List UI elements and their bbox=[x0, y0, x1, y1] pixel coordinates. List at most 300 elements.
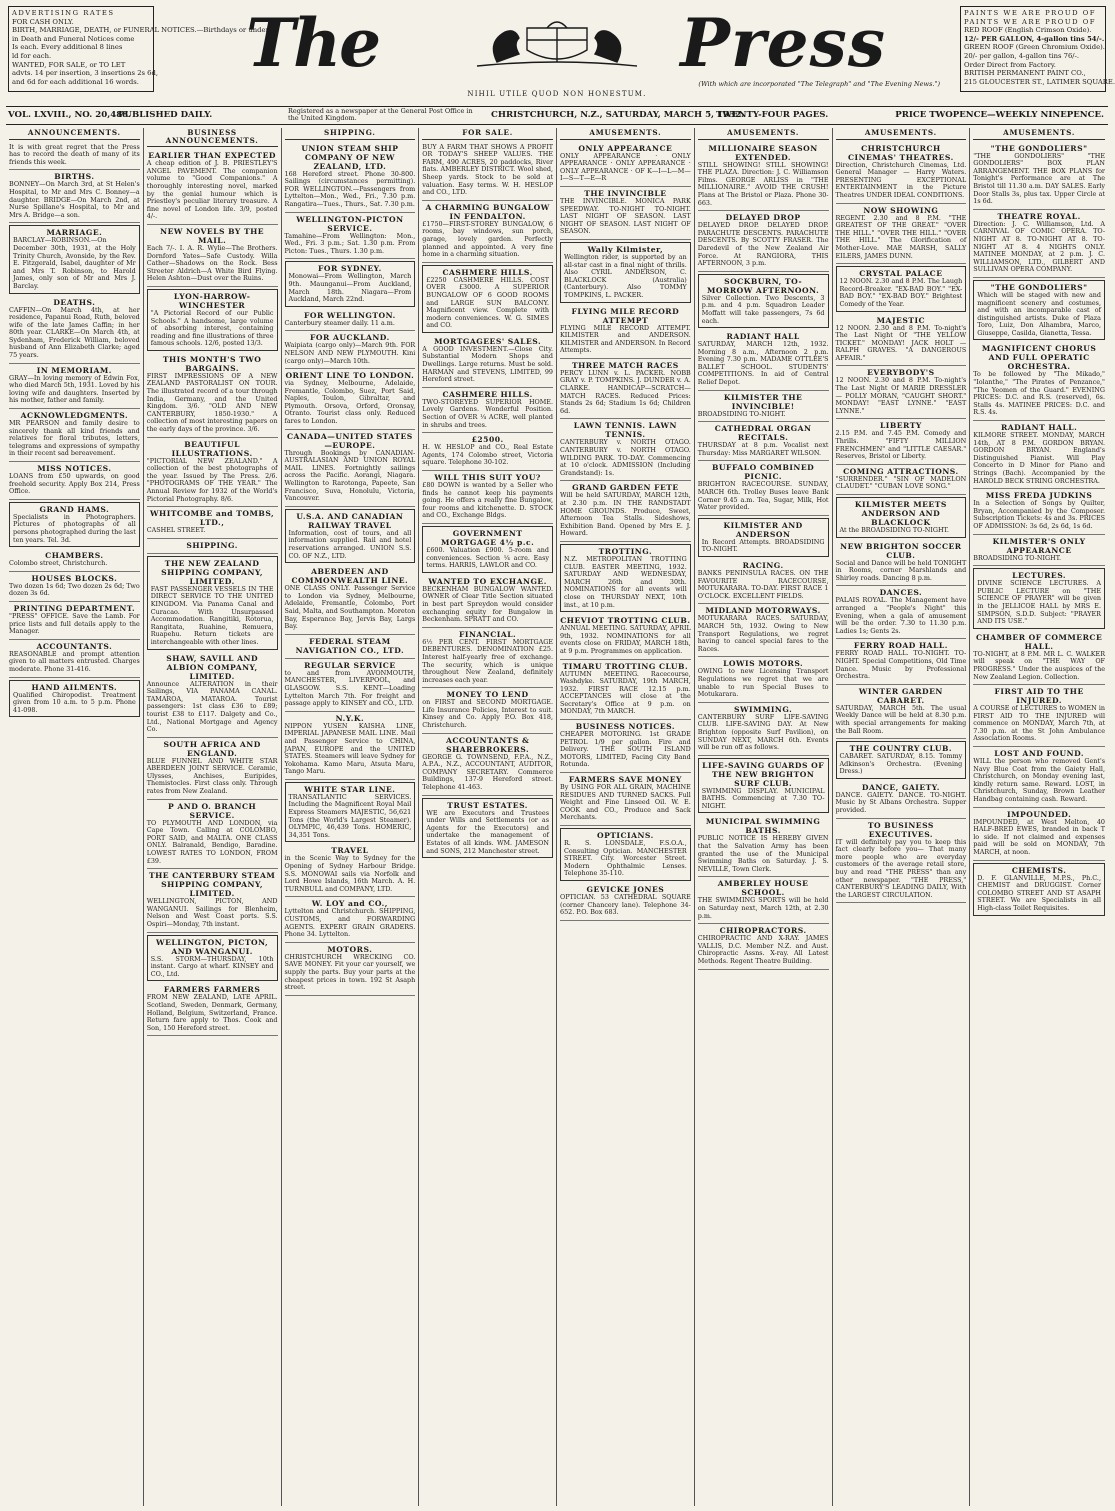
advertisement bbox=[836, 419, 967, 464]
advertisement-body: H. W. HESLOP and CO., Real Estate Agents, 174 Colombo street, Victoria square. Telephone 30-102. bbox=[422, 443, 553, 467]
advertisement bbox=[973, 342, 1105, 421]
advertisement-body: "PRESS" OFFICE. Save the Lamb. For price lists and full details apply to the Manager. bbox=[9, 611, 140, 636]
advertisement-body: TO-NIGHT, at 8 P.M. MR L. C. WALKER will speak on "THE WAY OF PROGRESS." Under the auspices of the New Zealand Legion. Collection. bbox=[973, 649, 1105, 681]
advertisement bbox=[147, 738, 278, 800]
advertisement bbox=[422, 335, 553, 388]
advertisement-body: 12 NOON. 2.30 and 8 P.M. To-night's The Last Night Of "THE YELLOW TICKET." MONDAY! JACK HOLT — RALPH GRAVES. "A DANGEROUS AFFAIR." bbox=[835, 323, 967, 362]
advertisement bbox=[422, 388, 553, 433]
advertisement-title: THE NEW ZEALAND SHIPPING COMPANY, LIMITED. bbox=[161, 558, 264, 586]
advertisement-title: LOWIS MOTORS. bbox=[723, 659, 804, 669]
advertisement-title: FIRST AID TO THE INJURED. bbox=[994, 687, 1084, 706]
advertisement-title: CHEMISTS. bbox=[1011, 865, 1067, 875]
column-heading: BUSINESS ANNOUNCEMENTS. bbox=[147, 128, 278, 147]
advertisement bbox=[9, 640, 140, 678]
advertisement-title: DANCES. bbox=[879, 588, 923, 598]
ear-line: BRITISH PERMANENT PAINT CO., bbox=[964, 69, 1086, 78]
advertisement-title: ABERDEEN AND COMMONWEALTH LINE. bbox=[291, 567, 409, 586]
advertisement-body: BROADSIDING TO-NIGHT. bbox=[697, 409, 786, 418]
advertisement-body: THE SWIMMING SPORTS will be held on Saturday next, March 12th, at 2.30 p.m. bbox=[697, 896, 829, 920]
advertisement-body: via Sydney, Melbourne, Adelaide, Fremantle, Colombo, Suez, Port Said, Naples, Toulon, Gibraltar, and Plymouth. Orsova, Orford, Oronsay, Otranto. Tourist class only. Reduced fares to London. bbox=[284, 379, 416, 426]
advertisement-title: THREE MATCH RACES bbox=[571, 360, 679, 370]
advertisement bbox=[9, 142, 140, 171]
advertisement-body: MOTUKARARA RACES. SATURDAY, MARCH 5th, 1932. Owing to New Transport Regulations, we regret having to cancel special fares to the Races. bbox=[697, 614, 829, 653]
ear-line: Order Direct from Factory. bbox=[964, 60, 1056, 69]
advertisement bbox=[9, 462, 140, 500]
advertisement bbox=[147, 539, 278, 554]
advertisement-body: £2250 CASHMERE HILLS. COST OVER £3000. A SUPERIOR BUNGALOW OF 6 GOOD ROOMS and LARGE SUN BALCONY. Magnificent view. Complete with modern conveniences. W. G. SIMES and CO. bbox=[426, 275, 549, 330]
advertisement-body: FROM NEW ZEALAND, LATE APRIL. Scotland, Sweden, Denmark, Germany, Holland, Belgium, Switzerland, France. Return fare apply to Thos. Cook and Son, 150 Hereford street. bbox=[146, 993, 278, 1032]
advertisement-title: P AND O. BRANCH SERVICE. bbox=[168, 801, 257, 820]
advertisement-body: SWIMMING DISPLAY. MUNICIPAL BATHS. Commencing at 7.30 TO-NIGHT. bbox=[701, 786, 825, 810]
advertisement-title: WELLINGTON-PICTON SERVICE. bbox=[296, 214, 404, 233]
advertisement bbox=[836, 366, 967, 419]
columns-container bbox=[6, 128, 1108, 1506]
advertisement-title: WELLINGTON, PICTON, AND WANGANUI. bbox=[156, 937, 269, 956]
advertisement-body: Colombo street, Christchurch. bbox=[9, 559, 108, 568]
advertisement-title: FLYING MILE RECORD ATTEMPT bbox=[571, 306, 680, 325]
advertisement-title: ORIENT LINE TO LONDON. bbox=[285, 371, 415, 381]
advertisement-body: in the Scenic Way to Sydney for the Opening of Sydney Harbour Bridge. S.S. MONOWAI sails via Norfolk and Lord Howe Islands, 16th March. A. H. TURNBULL and COMPANY, LTD. bbox=[284, 854, 416, 893]
advertisement-title: KILMISTER'S ONLY APPEARANCE bbox=[992, 536, 1086, 555]
column-heading: AMUSEMENTS. bbox=[973, 128, 1105, 140]
advertisement bbox=[147, 225, 278, 287]
advertisement-title: SHAW, SAVILL AND ALBION COMPANY, LIMITED. bbox=[166, 653, 259, 681]
advertisement-body: A COURSE of LECTURES to WOMEN in FIRST AID TO THE INJURED will commence on MONDAY, March 7th, at 7.30 p.m. at the St John Ambulance Association Rooms. bbox=[973, 704, 1105, 743]
advertisement bbox=[147, 869, 278, 932]
advertisement-body: N.Z. METROPOLITAN TROTTING CLUB. EASTER MEETING, 1932. SATURDAY AND WEDNESDAY, MARCH 26th and 30th. NOMINATIONS for all events will close on THURSDAY NEXT, 10th inst., at 10 p.m. bbox=[564, 554, 687, 609]
advertisement bbox=[285, 331, 416, 369]
advertisement-title: DELAYED DROP bbox=[725, 213, 801, 223]
ear-line: in Death and Funeral Notices come bbox=[12, 34, 135, 43]
advertisement bbox=[698, 815, 829, 877]
advertisement-body: BONNEY—On March 3rd, at St Helen's Hospital, to Mr and Mrs C. Bonney—a daughter. BRIDGE—On March 2nd, at Nurse Spillane's Hospital, to Mr and Mrs A. Bridge—a son. bbox=[9, 180, 140, 219]
advertisement-body: BRIGHTON RACECOURSE. SUNDAY, MARCH 6th. Trolley Buses leave Bank Corner 9.45 a.m. Tea, Sugar, Milk, Hot Water provided. bbox=[697, 480, 829, 512]
advertisement bbox=[9, 549, 140, 572]
ear-line: and 6d for each additional 16 words. bbox=[12, 77, 139, 86]
advertisement-body: NIPPON YUSEN KAISHA LINE, IMPERIAL JAPANESE MAIL LINE. Mail and Passenger Service to CHINA, JAPAN, EUROPE and the UNITED STATES. Steamers will leave Sydney for Yokohama. Kamo Maru, Atsuta Maru, Tango Maru. bbox=[284, 721, 416, 776]
coat-of-arms-crest-icon bbox=[457, 18, 657, 70]
advertisement-body: BUY A FARM THAT SHOWS A PROFIT OR TODAY'S SHEEP VALUES. THE FARM, 490 ACRES, 20 paddocks, River flats. AMBERLEY DISTRICT. Wool shed, Sheep yards. Stock to be sold at valuation. Easy terms. W. H. HESLOP and CO., LTD. bbox=[422, 142, 553, 197]
advertisement-title: NOW SHOWING bbox=[863, 205, 939, 215]
advertisement bbox=[698, 924, 829, 969]
advertisement bbox=[285, 430, 416, 507]
advertisement-title: EVERYBODY'S bbox=[867, 368, 935, 378]
advertisement-body: PUBLIC NOTICE IS HEREBY GIVEN that the Salvation Army has been granted the use of the Municipal Swimming Baths on Saturday. J. S. NEVILLE, Town Clerk. bbox=[697, 834, 829, 873]
advertisement-body: WILL the person who removed Gent's Navy Blue Coat from the Gaiety Hall, Christchurch, on Monday evening last, kindly return same. Reward. LOST, in Christchurch, Sunday, Brown Leather Handbag containing cash. Reward. bbox=[973, 757, 1105, 804]
advertisement-title: A CHARMING BUNGALOW IN FENDALTON. bbox=[425, 202, 550, 221]
advertisement-title: CHEVIOT TROTTING CLUB. bbox=[560, 616, 691, 626]
advertisement-body: TO PLYMOUTH AND LONDON, via Cape Town. Calling at COLOMBO, PORT SAID, and MALTA. ONE CLASS ONLY. Balranald, Bendigo, Baradine. LOWEST RATES TO LONDON, FROM £39. bbox=[146, 818, 278, 865]
advertisement bbox=[973, 535, 1105, 567]
advertisement bbox=[422, 628, 553, 689]
advertisement bbox=[560, 242, 691, 303]
advertisement bbox=[285, 659, 416, 712]
advertisement-body: Canterbury steamer daily. 11 a.m. bbox=[284, 318, 395, 327]
advertisement-title: NEW BRIGHTON SOCCER CLUB. bbox=[840, 541, 962, 560]
advertisement-title: WHITE STAR LINE. bbox=[304, 784, 396, 794]
column-4 bbox=[419, 128, 557, 1506]
advertisement-title: DEATHS. bbox=[53, 297, 96, 307]
advertisement-body: Waipiata (cargo only)—March 9th. FOR NELSON AND NEW PLYMOUTH. Kini (cargo only)—March 10th. bbox=[284, 341, 416, 365]
advertisement bbox=[285, 782, 416, 843]
registration-note: Registered as a newspaper at the General Post Office in the United Kingdom. bbox=[288, 107, 473, 123]
advertisement-body: to and from AVONMOUTH, MANCHESTER, LIVERPOOL, and GLASGOW. S.S. KENT—Loading Lyttelton March 7th. For freight and passage apply to KINSEY and CO., LTD. bbox=[284, 668, 416, 708]
advertisement-title: ONLY APPEARANCE bbox=[578, 143, 673, 153]
masthead bbox=[6, 4, 1115, 110]
page-count: TWENTY-FOUR PAGES. bbox=[716, 110, 829, 120]
advertisement-body: Direction: J. C. Williamson, Ltd. A CARNIVAL OF COMIC OPERA. TO-NIGHT AT 8. TO-NIGHT AT 8. TO-NIGHT AT 8. 4 NIGHTS ONLY. MATINEE MONDAY, at 2 p.m. J. C. WILLIAMSON, LTD., GILBERT AND SULLIVAN OPERA COMPANY. bbox=[973, 219, 1105, 274]
advertisement bbox=[422, 201, 553, 263]
advertisement-body: It is with great regret that the Press has to record the death of many of its friends this week. bbox=[9, 142, 140, 166]
advertisement-title: KILMISTER AND ANDERSON bbox=[723, 520, 803, 539]
advertisement bbox=[9, 572, 140, 602]
advertisement-title: IMPOUNDED. bbox=[1007, 809, 1072, 819]
advertisement-body: ONLY APPEARANCE · ONLY APPEARANCE · ONLY APPEARANCE · ONLY APPEARANCE · OF K—I—L—M—I—S—T—E—R bbox=[560, 151, 691, 183]
advertisement-title: BEAUTIFUL ILLUSTRATIONS. bbox=[171, 439, 253, 458]
advertisement-title: U.S.A. AND CANADIAN RAILWAY TRAVEL bbox=[296, 511, 404, 530]
advertisement-title: MISS NOTICES. bbox=[37, 464, 112, 473]
advertisement-title: MARRIAGE. bbox=[46, 228, 103, 238]
advertisement bbox=[285, 213, 416, 260]
advertisement bbox=[285, 309, 416, 332]
advertisement-body: SATURDAY, MARCH 5th. The usual Weekly Dance will be held at 8.30 p.m. with special arrangements for making the Ball Room. bbox=[835, 703, 967, 735]
advertisement-body: Through Bookings by CANADIAN-AUSTRALASIAN AND UNION ROYAL MAIL LINES. Fortnightly sailings across the Pacific. Aorangi, Niagara. Wellington to Rarotonga, Papeete, San Francisco, Suva, Honolulu, Victoria, Vancouver. bbox=[284, 448, 416, 503]
advertisement-body: "PICTORIAL NEW ZEALAND." A collection of the best photographs of the year. Issued by The Press. 2/6. "PHOTOGRAMS OF THE YEAR." The Annual Review for 1932 of the World's Pictorial Photography. 8/6. bbox=[146, 456, 278, 503]
advertisement-body: IT will definitely pay you to keep this fact clearly before you— That many more people who are everyday customers of the average retail store, buy and read "THE PRESS" than any other newspaper. "THE PRESS," CANTERBURY'S LEADING DAILY, With the LARGEST CIRCULATION. bbox=[835, 837, 967, 899]
advertisement bbox=[698, 461, 829, 515]
advertisement-body: "SURRENDER." "SIN OF MADELON CLAUDET." "CUBAN LOVE SONG." bbox=[835, 474, 967, 491]
advertisement-body: Will be held SATURDAY, MARCH 12th, at 2.30 p.m. IN THE RANDSTADT HOME GROUNDS. Produce, Sweet, Afternoon Tea Stalls. Sideshows, Exhibition Band. Opened by Mrs E. J. Howard. bbox=[560, 491, 691, 538]
advertisement-title: FEDERAL STEAM NAVIGATION CO., LTD. bbox=[295, 636, 405, 655]
incorporated-note: (With which are incorporated "The Telegraph" and "The Evening News.") bbox=[698, 80, 940, 88]
advertisement-body: KILMORE STREET. MONDAY, MARCH 14th, AT 8 P.M. GORDON BRYAN. GORDON BRYAN. England's Distinguished Pianist. Will Play Concerto in D Minor for Piano and Strings (Bach). Accompanied by the HAROLD BECK STRING ORCHESTRA. bbox=[973, 431, 1105, 485]
advertisement-title: FARMERS FARMERS bbox=[163, 985, 261, 995]
advertisement-title: WHITCOMBE and TOMBS, LTD., bbox=[150, 509, 275, 528]
advertisement bbox=[836, 142, 967, 204]
advertisement-body: £80 DOWN is wanted by a Seller who finds he cannot keep his payments going. He offers a really fine Bungalow, four rooms and kitchenette. D. STOCK and CO., Exchange Bldgs. bbox=[422, 481, 553, 520]
advertisement-title: CHIROPRACTORS. bbox=[719, 926, 807, 936]
advertisement bbox=[147, 353, 278, 438]
advertisement bbox=[147, 556, 278, 650]
advertisement-title: "THE GONDOLIERS" bbox=[990, 143, 1088, 153]
advertisement-title: Wally Kilmister, bbox=[587, 244, 664, 254]
advertisement bbox=[698, 330, 829, 391]
advertisement bbox=[973, 280, 1105, 341]
price: PRICE TWOPENCE—WEEKLY NINEPENCE. bbox=[895, 110, 1104, 120]
advertisement-title: TROTTING. bbox=[598, 546, 653, 556]
advertisement-body: GEORGE G. TOWNSEND, F.P.A., N.Z., A.P.A., N.Z., ACCOUNTANT, AUDITOR, COMPANY SECRETARY. Commerce Buildings, 137-9 Hereford street. Telephone 41-463. bbox=[422, 752, 553, 792]
advertisement-title: FOR AUCKLAND. bbox=[310, 333, 390, 343]
advertisement-body: By USING FOR ALL GRAIN, MACHINE RESIDUES AND TURNED SACKS. Full Weight and Fine Linseed Oil. W. E. COOK and CO., Produce and Sack Merchants. bbox=[560, 783, 691, 822]
advertisement-body: CHEAPER MOTORING. 1st GRADE PETROL 1/9 per gallon. Fire and Delivery. THE SOUTH ISLAND MOTORS, LIMITED, Facing City Band Rotunda. bbox=[560, 730, 691, 769]
advertisement-body: Information, cost of tours, and all information supplied. Rail and hotel reservations arranged. UNION S.S. CO. OF N.Z., LTD. bbox=[288, 528, 412, 560]
advertisement bbox=[698, 142, 829, 212]
advertisement bbox=[973, 210, 1105, 278]
advertisement bbox=[9, 602, 140, 640]
advertisement-body: TRANSATLANTIC SERVICES. Including the Magnificent Royal Mail Express Steamers MAJESTIC, 56,621 Tons (the World's Largest Steamer). OLYMPIC, 46,439 Tons. HOMERIC, 34,351 Tons. bbox=[288, 792, 412, 839]
advertisement-title: GOVERNMENT MORTGAGE 4½ p.c. bbox=[441, 528, 535, 547]
advertisement-body: Announce ALTERATION in their Sailings, VIA PANAMA CANAL. TAMAROA, MATAROA. Tourist passengers: 1st class £36 to £89; tourist £38 to £117. Dalgety and Co., Ltd., National Mortgage and Agency Co. bbox=[146, 679, 278, 734]
advertisement-title: ACKNOWLEDGMENTS. bbox=[20, 411, 129, 421]
advertisement-body: Qualified Chiropodist. Treatment given from 10 a.m. to 5 p.m. Phone 41-098. bbox=[13, 690, 136, 714]
advertisement-body: IMPOUNDED, at West Melton, 40 HALF-BRED EWES, branded in back T lo side. If not claimed and expenses paid will be sold on MONDAY, 7th MARCH, at noon. bbox=[973, 817, 1105, 856]
advertisement-title: CRYSTAL PALACE bbox=[859, 269, 943, 279]
advertisement-body: STILL SHOWING! STILL SHOWING! THE PLAZA. Direction: J. C. Williamson Films. GEORGE ARLISS in "THE MILLIONAIRE." AVOID THE CRUSH! Plans at The Bristol or Plaza. Phone 30-663. bbox=[697, 160, 829, 207]
advertisement-body: £600. Valuation £900. 5-room and conveniences. Section ¼ acre. Easy terms. HARRIS, LAWLOR and CO. bbox=[426, 545, 549, 570]
advertisement bbox=[973, 808, 1105, 861]
ear-line: BIRTH, MARRIAGE, DEATH, or FUNERAL NOTICES.—Birthdays or under bbox=[12, 26, 269, 35]
advertisement-body: DANCE. GAIETY. DANCE. TO-NIGHT. Music by St Albans Orchestra. Supper provided. bbox=[835, 790, 967, 815]
advertisement-body: Direction, Christchurch Cinemas, Ltd. General Manager — Harry Waters. PRESENTING EXCEPTIONAL ENTERTAINMENT in the Picture Theatres UNDER IDEAL CONDITIONS. bbox=[835, 160, 967, 199]
advertisement-title: THE CANTERBURY STEAM SHIPPING COMPANY, LIMITED. bbox=[148, 871, 276, 899]
advertisement bbox=[560, 773, 691, 826]
column-heading: FOR SALE. bbox=[422, 128, 553, 140]
advertisement bbox=[147, 800, 278, 870]
advertisement bbox=[836, 685, 967, 739]
advertisement bbox=[698, 604, 829, 657]
advertisement-body: FERRY ROAD HALL. TO-NIGHT. TO-NIGHT. Special Competitions, Old Time Dance. Music by Professional Orchestra. bbox=[835, 649, 967, 681]
motto: NIHIL UTILE QUOD NON HONESTUM. bbox=[467, 90, 647, 98]
advertisement-body: BECKENHAM BUNGALOW WANTED. OWNER of Clear Title Section situated in best part Spreydon would consider exchanging equity for Bungalow in Beckenham. SPRATT and CO. bbox=[422, 584, 553, 624]
advertisement bbox=[422, 142, 553, 201]
advertisement-title: RADIANT HALL. bbox=[1000, 423, 1078, 433]
advertisement-body: "A Pictorial Record of our Public Schools." A handsome, large volume of absorbing interest, containing reading and fine illustrations of three famous schools. 12/6, posted 13/3. bbox=[150, 308, 274, 348]
advertisement-title: FINANCIAL. bbox=[459, 629, 517, 639]
advertisement bbox=[285, 635, 416, 659]
advertisement-title: ACCOUNTANTS & SHAREBROKERS. bbox=[445, 735, 530, 754]
advertisement bbox=[9, 502, 140, 547]
advertisement-body: MR PEARSON and family desire to sincerely thank all kind friends and relatives for floral tributes, letters, telegrams and expressions of sympathy in their recent sad bereavement. bbox=[9, 419, 140, 458]
advertisement-title: CHAMBER OF COMMERCE HALL. bbox=[976, 632, 1103, 651]
advertisement-body: DIVINE SCIENCE LECTURES. A PUBLIC LECTURE on "THE SCIENCE OF PRAYER" will be given in the JELLICOE HALL by MRS E. SIMPSON, S.D.D. Subject: "PRAYER AND ITS USE." bbox=[977, 579, 1101, 626]
advertisement-title: WINTER GARDEN CABARET. bbox=[858, 686, 943, 705]
advertisement-body: CHIROPRACTIC AND X-RAY. JAMES VALLIS, D.C. Member N.Z. and Aust. Chiropractic Assns. X-ray. All Latest Methods. Regent Theatre Building. bbox=[697, 934, 829, 965]
advertisement-title: LOST AND FOUND. bbox=[994, 749, 1085, 759]
advertisement-body: LOANS from £50 upwards, on good freehold security. Apply Box 214, Press Office. bbox=[9, 472, 140, 496]
advertisement bbox=[698, 703, 829, 756]
advertisement-title: AMBERLEY HOUSE SCHOOL. bbox=[717, 879, 809, 898]
advertisement-body: 168 Hereford street. Phone 30-800. Sailings (circumstances permitting). FOR WELLINGTON.—Passengers from Lyttelton—Mon., Wed., Fri., 7.30 p.m. Rangatira—Tues., Thurs., Sat. 7.30 p.m. bbox=[284, 169, 416, 208]
advertisement bbox=[698, 657, 829, 702]
advertisement-title: SHIPPING. bbox=[186, 540, 238, 550]
advertisement bbox=[836, 781, 967, 819]
advertisement bbox=[560, 883, 691, 921]
advertisement-title: FOR SYDNEY. bbox=[317, 264, 382, 274]
advertisement bbox=[147, 935, 278, 982]
advertisement-title: RADIANT HALL bbox=[726, 332, 800, 342]
advertisement bbox=[836, 497, 967, 538]
volume-number: VOL. LXVIII., NO. 20,488. bbox=[8, 110, 132, 120]
ear-line: GREEN ROOF (Green Chromium Oxide). bbox=[964, 43, 1105, 52]
ear-line: PAINTS WE ARE PROUD OF bbox=[964, 9, 1096, 17]
advertisement-body: CAFFIN—On March 4th, at her residence, Papanui Road, Ruth, beloved wife of the late James Caffin; in her 80th year. CLARKE—On March 4th, at Sydenham, Frederick William, beloved husband of Ann Elizabeth Clarke; aged 75 years. bbox=[9, 305, 140, 360]
advertisement bbox=[560, 544, 691, 612]
advertisement-body: FAST PASSENGER VESSELS IN THE DIRECT SERVICE TO THE UNITED KINGDOM. Via Panama Canal and Curacao. With Unsurpassed Accommodation. Rangitiki, Rotorua, Rangitata, Ruahine, Remuera, Ruapehu. Return tickets are interchangeable with other lines. bbox=[150, 584, 274, 646]
advertisement-title: CASHMERE HILLS. bbox=[442, 389, 533, 399]
advertisement-title: MAJESTIC bbox=[876, 315, 926, 325]
ear-line: 215 GLOUCESTER ST., LATIMER SQUARE. bbox=[964, 77, 1115, 86]
advertisement-body: 2.15 P.M. and 7.45 P.M. Comedy and Thrills. "FIFTY MILLION FRENCHMEN" and "LITTLE CAESAR." Reserves, Bristol or Liberty. bbox=[835, 429, 967, 461]
advertisement bbox=[285, 897, 416, 942]
advertisement-body: In Record Attempts. BROADSIDING TO-NIGHT. bbox=[701, 537, 825, 554]
advertisement-title: THIS MONTH'S TWO BARGAINS. bbox=[162, 354, 262, 373]
advertisement-title: WANTED TO EXCHANGE. bbox=[428, 576, 547, 586]
advertisement bbox=[9, 170, 140, 223]
advertisement-title: MOTORS. bbox=[327, 944, 373, 954]
advertisement-body: Each 7/-. I. A. R. Wylie—The Brothers. Dornford Yates—Safe Custody. Willa Cather—Shadows on the Rock. Bess Streeter Aldrich—A White Bird Flying. Helen Ashton—Dust over the Ruins. bbox=[146, 243, 278, 283]
advertisement bbox=[698, 274, 829, 328]
advertisement-body: To be followed by "The Mikado," "Iolanthe," "The Pirates of Penzance," "The Yeomen of the Guard." EVENING PRICES: D.C. and R.S. (reserved), 6s. Stalls 4s. MATINEE PRICES: D.C. and R.S. 4s. bbox=[973, 370, 1105, 417]
advertisement-body: CHRISTCHURCH WRECKING CO. SAVE MONEY. Fit your car yourself, we supply the parts. Buy your parts at the cheapest prices in town. 192 St Asaph street. bbox=[284, 952, 416, 992]
advertisement-title: NEW NOVELS BY THE MAIL. bbox=[160, 226, 265, 245]
advertisement bbox=[9, 296, 140, 364]
advertisement-body: GRAY—In loving memory of Edwin Fox, who died March 5th, 1931. Loved by his loving wife and daughters. Inserted by his mother, father and family. bbox=[9, 373, 140, 405]
advertisement-body: Tamahine—From Wellington: Mon., Wed., Fri. 3 p.m.; Sat. 1.30 p.m. From Picton: Tues., Thurs. 1.30 p.m. bbox=[284, 231, 416, 255]
advertisement-body: PALAIS ROYAL. The Management have arranged a "People's Night" this Evening, when a gala of amusement will be the order. 7.30 to 11.30 p.m. Ladies 1s; Gents 2s. bbox=[835, 596, 967, 635]
advertisement bbox=[560, 419, 691, 481]
advertisement-title: BUSINESS NOTICES. bbox=[575, 722, 675, 732]
advertisement-body: In a Selection of Songs by Quilter, Bryan, Accompanied by the Composer. Subscription Tickets: 4s and 3s. PRICES OF ADMISSION: 3s 6d, 2s 6d, 1s 6d. bbox=[973, 499, 1105, 530]
advertisement-body: ANNUAL MEETING. SATURDAY, APRIL 9th, 1932. NOMINATIONS for all events close on FRIDAY, MARCH 18th, at 9 p.m. Programmes on application. bbox=[560, 624, 691, 655]
advertisement bbox=[285, 369, 416, 430]
advertisement-title: SOUTH AFRICA AND ENGLAND. bbox=[163, 739, 261, 758]
advertisement bbox=[560, 359, 691, 420]
advertisement bbox=[422, 471, 553, 524]
advertisement bbox=[147, 149, 278, 225]
advertisement-title: COMING ATTRACTIONS. bbox=[843, 466, 959, 476]
ear-line: RED ROOF (English Crimson Oxide). bbox=[964, 26, 1092, 35]
advertisement-title: MONEY TO LEND bbox=[446, 690, 529, 700]
advertisement-body: SATURDAY, MARCH 12th, 1932. Morning 8 a.m., Afternoon 2 p.m. Evening 7.30 p.m. MADAME OTTLEE'S BALLET SCHOOL. STUDENTS' COMPETITIONS. In aid of Central Relief Depot. bbox=[697, 340, 829, 387]
advertisement-title: W. LOY and CO., bbox=[311, 899, 388, 909]
advertisement-body: £1750—FIRST-STOREY BUNGALOW, 6 rooms, bay windows, sun porch, garage, lovely garden. Perfectly planned and appointed. A very fine home in a charming situation. bbox=[422, 219, 553, 259]
advertisement-title: SOCKBURN, TO-MORROW AFTERNOON. bbox=[707, 276, 820, 295]
nameplate-press: Press bbox=[680, 4, 886, 82]
column-heading: AMUSEMENTS. bbox=[836, 128, 967, 140]
advertisement bbox=[836, 465, 967, 495]
advertisement-title: TRAVEL bbox=[331, 846, 369, 856]
advertisement-title: CHRISTCHURCH CINEMAS' THEATRES. bbox=[847, 143, 954, 162]
advertisement bbox=[698, 518, 829, 557]
advertisement-body: "THE GONDOLIERS" "THE GONDOLIERS" BOX PLAN ARRANGEMENT. THE BOX PLANS for Tonight's Performance are at The Bristol till 11.30 a.m. DAY SALES. Early Door Stalls 3s, plus tax. Upper Circle at 1s 6d. bbox=[973, 151, 1105, 206]
advertisement-title: REGULAR SERVICE bbox=[304, 660, 396, 670]
advertisement bbox=[973, 421, 1105, 489]
published-daily: PUBLISHED DAILY. bbox=[118, 110, 213, 120]
advertisement bbox=[836, 819, 967, 904]
advertisement-body: BARCLAY—ROBINSON.—On December 30th, 1931, at the Holy Trinity Church, Avonside, by the Rev. E. Fitzgerald, Isabel, daughter of Mr and Mrs T. Robinson, to Harold James, only son of Mr and Mrs J. Barclay. bbox=[13, 236, 136, 290]
advertisement bbox=[560, 614, 691, 659]
advertisement bbox=[147, 652, 278, 738]
column-1 bbox=[6, 128, 144, 1506]
advertisement bbox=[836, 266, 967, 311]
issue-date: CHRISTCHURCH, N.Z., SATURDAY, MARCH 5, 1932. bbox=[491, 110, 744, 120]
advertisement-body: on FIRST and SECOND MORTGAGE. Life Insurance Policies, Interest to suit. Kinsey and Co. Apply P.O. Box 418, Christchurch. bbox=[422, 698, 553, 730]
advertisement bbox=[698, 559, 829, 604]
advertisement-title: OPTICIANS. bbox=[596, 831, 654, 840]
nameplate bbox=[216, 4, 898, 82]
advertisement-body: At the BROADSIDING TO-NIGHT. bbox=[839, 526, 949, 534]
advertisement bbox=[422, 433, 553, 471]
advertisement-title: LYON-HARROW-WINCHESTER bbox=[173, 291, 251, 310]
advertisement bbox=[422, 688, 553, 733]
advertisement bbox=[973, 142, 1105, 210]
advertisement bbox=[560, 481, 691, 542]
advertisement-title: HOUSES BLOCKS. bbox=[31, 573, 118, 583]
ear-line: FOR CASH ONLY. bbox=[12, 17, 74, 26]
advertisement-body: Which will be staged with new and magnificent scenery and costumes, and with an incomparable cast of distinguished artists. Duke of Plaza Toro, Luiz, Don Alhambra, Marco, Giuseppe, Casilda, Gianetta, Tessa. bbox=[977, 290, 1101, 337]
advertisement-title: CASHMERE HILLS. bbox=[442, 267, 533, 277]
advertisement-title: BIRTHS. bbox=[54, 172, 95, 182]
left-ear-rates-box bbox=[8, 6, 269, 92]
advertisement bbox=[285, 509, 416, 563]
advertisement-title: HAND AILMENTS. bbox=[31, 682, 118, 692]
advertisement-body: FIRST IMPRESSIONS OF A NEW ZEALAND PASTORALIST ON TOUR. The illustrated record of a tour through India, Germany, and the United Kingdom. 3/6. "OLD AND NEW CANTERBURY, 1850-1930." A collection of most interesting papers on the early days of the province. 3/6. bbox=[146, 371, 278, 434]
advertisement-body: TWO-STOREYED SUPERIOR HOME. Lovely Gardens. Wonderful Position. Section of OVER ¼ ACRE, well planted in shrubs and trees. bbox=[422, 397, 553, 429]
advertisement bbox=[422, 798, 553, 859]
advertisement bbox=[698, 758, 829, 814]
advertisement-body: THURSDAY at 8 p.m. Vocalist next Thursday: Miss MARGARET WILSON. bbox=[697, 441, 829, 457]
advertisement-body: ONE CLASS ONLY. Passenger Service to London via Sydney, Melbourne, Adelaide, Fremantle, Colombo, Port Said, Malta, and Southampton. Moreton Bay, Esperance Bay, Jervis Bay, Largs Bay. bbox=[284, 584, 416, 631]
advertisement-body: DELAYED DROP. DELAYED DROP. PARACHUTE DESCENTS. PARACHUTE DESCENTS. By SCOTTY FRASER. The Daredevil of the New Zealand Air Force. At RANGIORA, THIS AFTERNOON, 3 p.m. bbox=[697, 221, 829, 268]
advertisement bbox=[973, 489, 1105, 534]
advertisement bbox=[973, 568, 1105, 629]
advertisement bbox=[836, 314, 967, 367]
ear-line: 20/- per gallon, 4-gallon tins 76/-. bbox=[964, 51, 1080, 60]
advertisement bbox=[422, 526, 553, 573]
advertisement-body: CANTERBURY v. NORTH OTAGO. CANTERBURY v. NORTH OTAGO. WILDING PARK. TO-DAY. Commencing at 10 o'clock. ADMISSION (Including Grandstand): 1s. bbox=[560, 438, 691, 477]
advertisement bbox=[285, 565, 416, 635]
advertisement bbox=[698, 391, 829, 423]
column-7 bbox=[833, 128, 971, 1506]
advertisement-title: MAGNIFICENT CHORUS AND FULL OPERATIC ORCHESTRA. bbox=[981, 344, 1097, 372]
advertisement bbox=[285, 261, 416, 306]
advertisement bbox=[836, 639, 967, 684]
advertisement-body: OPTICIAN. 53 CATHEDRAL SQUARE (corner Chancery lane). Telephone 34-652. P.O. Box 683. bbox=[560, 892, 691, 917]
advertisement bbox=[9, 409, 140, 462]
advertisement-body: PERCY LUNN v. L. PACKER. NOBB GRAY v. P. TOMPKINS. J. DUNDER v. A. CLARKE. HANDICAP—SCRATCH—MATCH RACES. Reduced Prices: Stands 2s 6d; Stadium 1s 6d; Children 6d. bbox=[560, 368, 691, 415]
advertisement-title: FERRY ROAD HALL. bbox=[853, 641, 948, 651]
advertisement-title: IN MEMORIAM. bbox=[36, 365, 112, 375]
advertisement-title: CHAMBERS. bbox=[45, 551, 104, 561]
advertisement bbox=[836, 540, 967, 587]
ear-line: ld for each. bbox=[12, 51, 52, 60]
advertisement-body: A GOOD INVESTMENT.—Close City. Substantial Modern Shops and Dwellings. Large returns. Must be sold. HARMAN and STEVENS, LIMITED, 99 Hereford street. bbox=[422, 344, 553, 384]
advertisement-title: CANADA—UNITED STATES—EUROPE. bbox=[287, 431, 413, 450]
right-ear-paint-box bbox=[960, 6, 1115, 92]
advertisement-body: CABARET. SATURDAY, 8.15. Tommy Adkinson's Orchestra. (Evening Dress.) bbox=[839, 752, 963, 776]
advertisement-title: FOR WELLINGTON. bbox=[303, 310, 396, 320]
advertisement-body: 12 NOON. 2.30 and 8 P.M. To-night's The Last Night Of MARIE DRESSLER — POLLY MORAN, "CAUGHT SHORT." MONDAY! "EAST LYNNE." "EAST LYNNE." bbox=[835, 376, 967, 415]
advertisement bbox=[9, 225, 140, 293]
advertisement-body: Social and Dance will be held TONIGHT in Rooms, corner Marshlands and Shirley roads. Dancing 8 p.m. bbox=[835, 558, 967, 582]
column-5 bbox=[557, 128, 695, 1506]
advertisement bbox=[285, 712, 416, 780]
advertisement bbox=[560, 142, 691, 187]
column-heading: SHIPPING. bbox=[285, 128, 416, 140]
column-2 bbox=[144, 128, 282, 1506]
advertisement-body: BANKS PENINSULA RACES. ON THE FAVOURITE RACECOURSE, MOTUKARARA. TO-DAY. FIRST RACE 1 O'CLOCK. EXCELLENT FIELDS. bbox=[697, 569, 829, 600]
advertisement bbox=[560, 187, 691, 240]
advertisement-body: REASONABLE and prompt attention given to all matters entrusted. Charges moderate. Phone 31-416. bbox=[9, 649, 140, 673]
advertisement bbox=[285, 943, 416, 996]
ear-line: WANTED, FOR SALE, or TO LET bbox=[12, 60, 126, 69]
advertisement-title: THE COUNTRY CLUB. bbox=[849, 744, 953, 754]
advertisement bbox=[836, 741, 967, 779]
advertisement-body: FLYING MILE RECORD ATTEMPT. KILMISTER and ANDERSON. KILMISTER and ANDERSON. In Record Attempts. bbox=[560, 323, 691, 355]
advertisement-body: BLUE FUNNEL AND WHITE STAR ABERDEEN JOINT SERVICE. Ceramic, Ulysses, Anchises, Euripides, Themistocles. First class only. Through rates from New Zealand. bbox=[146, 756, 278, 796]
advertisement-title: "THE GONDOLIERS" bbox=[990, 282, 1088, 292]
advertisement-title: TO BUSINESS EXECUTIVES. bbox=[867, 820, 934, 839]
